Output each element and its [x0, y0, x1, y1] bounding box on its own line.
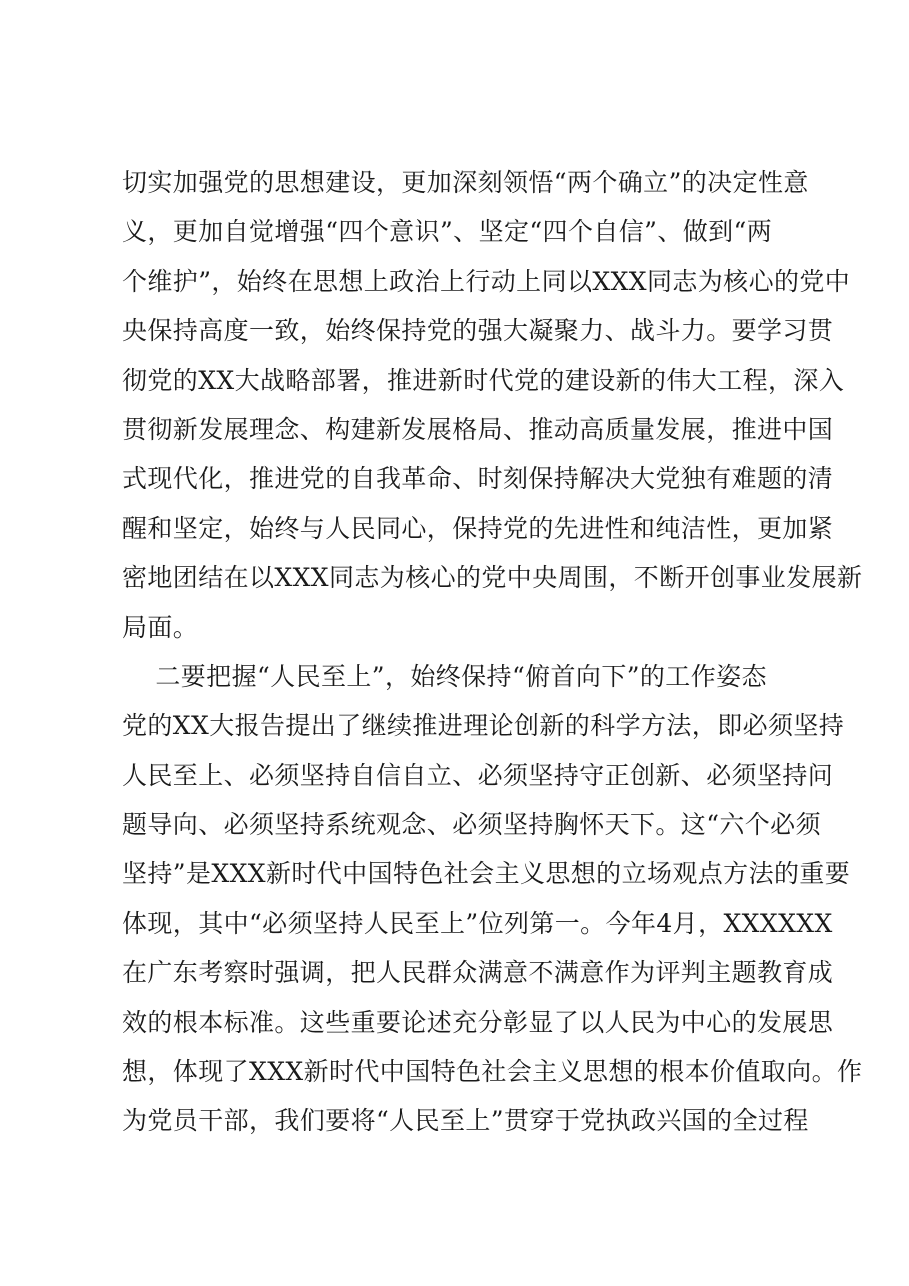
text-line: 义，更加自觉增强“四个意识”、坚定“四个自信”、做到“两: [122, 217, 773, 247]
text-line: 贯彻新发展理念、构建新发展格局、推动高质量发展，推进中国: [122, 414, 834, 444]
text-line: 人民至上、必须坚持自信自立、必须坚持守正创新、必须坚持问: [122, 760, 834, 790]
text-line: 式现代化，推进党的自我革命、时刻保持解决大党独有难题的清: [122, 464, 834, 494]
body-text: [122, 158, 863, 1146]
text-line: 体现，其中“必须坚持人民至上”位列第一。今年4月，XXXXXX: [122, 908, 833, 938]
text-line: 效的根本标准。这些重要论述充分彰显了以人民为中心的发展思: [122, 1007, 834, 1037]
text-line: 醒和坚定，始终与人民同心，保持党的先进性和纯洁性，更加紧: [122, 513, 834, 543]
text-line: 切实加强党的思想建设，更加深刻领悟“两个确立”的决定性意: [122, 168, 809, 197]
text-line: 想，体现了XXX新时代中国特色社会主义思想的根本价值取向。作: [122, 1057, 863, 1087]
text-line: 密地团结在以XXX同志为核心的党中央周围，不断开创事业发展新: [122, 563, 863, 593]
text-line: 为党员干部，我们要将“人民至上”贯穿于党执政兴国的全过程: [122, 1106, 809, 1136]
section-heading-line: 二要把握“人民至上”，始终保持“俯首向下”的工作姿态: [122, 661, 767, 691]
text-line: 题导向、必须坚持系统观念、必须坚持胸怀天下。这“六个必须: [122, 810, 821, 840]
text-line: 坚持”是XXX新时代中国特色社会主义思想的立场观点方法的重要: [122, 859, 851, 889]
text-line: 在广东考察时强调，把人民群众满意不满意作为评判主题教育成: [122, 958, 834, 988]
text-line: 央保持高度一致，始终保持党的强大凝聚力、战斗力。要学习贯: [122, 316, 834, 346]
text-line: 党的XX大报告提出了继续推进理论创新的科学方法，即必须坚持: [122, 711, 845, 741]
text-line: 彻党的XX大战略部署，推进新时代党的建设新的伟大工程，深入: [122, 365, 845, 395]
text-line: 局面。: [122, 612, 199, 642]
text-line: 个维护”，始终在思想上政治上行动上同以XXX同志为核心的党中: [122, 266, 851, 296]
